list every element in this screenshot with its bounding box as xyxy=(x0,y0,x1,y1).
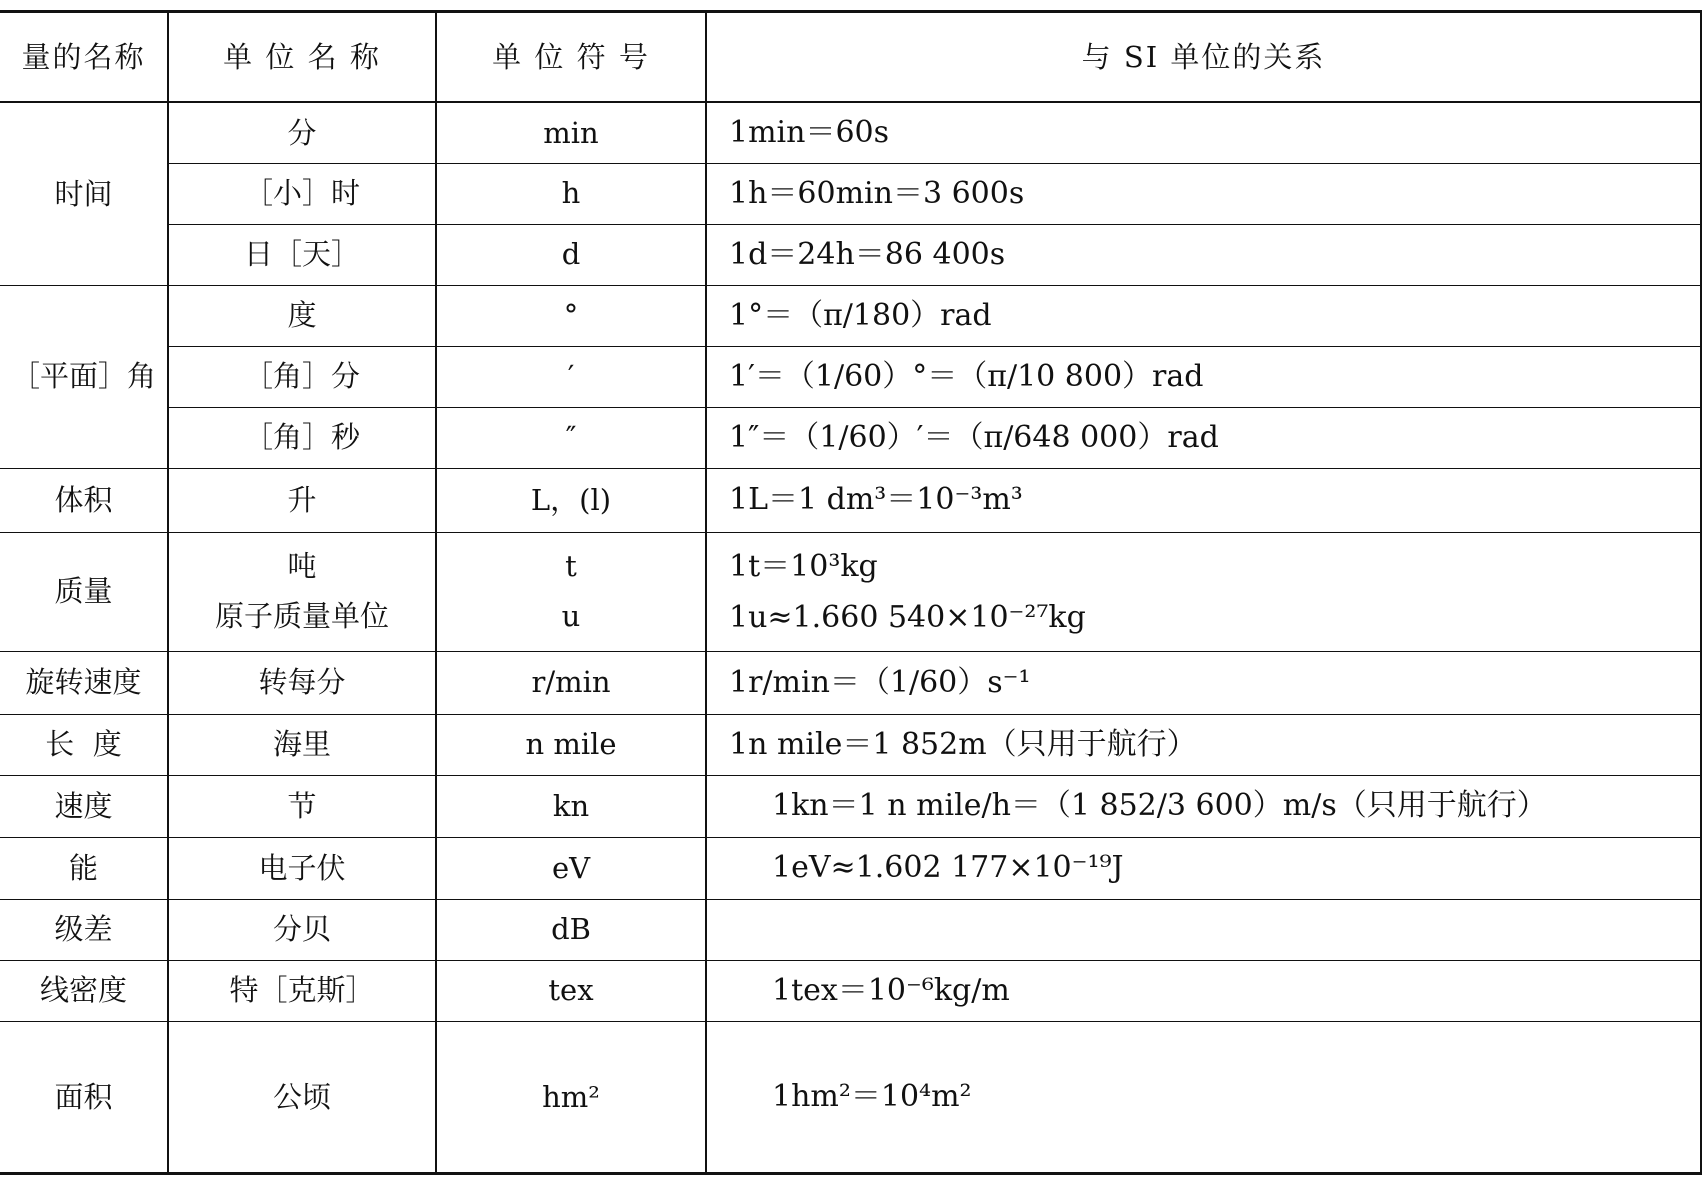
relation-cell xyxy=(706,532,1700,651)
table-row xyxy=(0,775,1700,837)
unit-symbol-cell: dB xyxy=(436,899,706,960)
relation-line: 1t＝10³kg xyxy=(729,548,878,584)
relation-line: 1u≈1.660 540×10⁻²⁷kg xyxy=(729,599,1086,635)
unit-name-cell: ［小］时 xyxy=(168,163,436,224)
quantity-cell-length: 长 度 xyxy=(0,714,168,775)
relation-cell: 1min＝60s xyxy=(706,102,1700,163)
unit-symbol-cell: r/min xyxy=(436,651,706,714)
quantity-cell-linear-density: 线密度 xyxy=(0,960,168,1021)
unit-symbol-cell: ″ xyxy=(436,407,706,468)
header-row xyxy=(0,13,1700,102)
table-row xyxy=(0,102,1700,163)
relation-cell: 1′＝（1/60）°＝（π/10 800）rad xyxy=(706,346,1700,407)
table-row xyxy=(0,960,1700,1021)
quantity-cell-area: 面积 xyxy=(0,1021,168,1172)
header-quantity: 量的名称 xyxy=(0,13,168,102)
relation-cell: 1L＝1 dm³＝10⁻³m³ xyxy=(706,468,1700,532)
relation-cell: 1n mile＝1 852m（只用于航行） xyxy=(706,714,1700,775)
unit-name-cell: 节 xyxy=(168,775,436,837)
unit-name-cell: 升 xyxy=(168,468,436,532)
unit-name-cell: 电子伏 xyxy=(168,837,436,899)
table-row xyxy=(0,837,1700,899)
quantity-cell-speed: 速度 xyxy=(0,775,168,837)
unit-symbol-cell: kn xyxy=(436,775,706,837)
quantity-cell-mass: 质量 xyxy=(0,532,168,651)
unit-name-cell: 日［天］ xyxy=(168,224,436,285)
unit-name-cell: ［角］分 xyxy=(168,346,436,407)
relation-cell: 1kn＝1 n mile/h＝（1 852/3 600）m/s（只用于航行） xyxy=(706,775,1700,837)
unit-name-cell: 分贝 xyxy=(168,899,436,960)
unit-name-line: 吨 xyxy=(287,549,317,584)
unit-symbol-cell: ′ xyxy=(436,346,706,407)
unit-symbol-line: u xyxy=(561,598,581,633)
unit-name-cell: 度 xyxy=(168,285,436,346)
quantity-cell-rotation: 旋转速度 xyxy=(0,651,168,714)
relation-cell: 1°＝（π/180）rad xyxy=(706,285,1700,346)
quantity-cell-plane-angle: ［平面］角 xyxy=(0,285,168,468)
relation-cell: 1″＝（1/60）′＝（π/648 000）rad xyxy=(706,407,1700,468)
quantity-cell-energy: 能 xyxy=(0,837,168,899)
relation-cell: 1r/min＝（1/60）s⁻¹ xyxy=(706,651,1700,714)
unit-symbol-cell: h xyxy=(436,163,706,224)
unit-name-cell xyxy=(168,532,436,651)
quantity-cell-level-difference: 级差 xyxy=(0,899,168,960)
unit-name-cell: 公顷 xyxy=(168,1021,436,1172)
table-row xyxy=(0,224,1700,285)
unit-symbol-cell: ° xyxy=(436,285,706,346)
relation-cell: 1h＝60min＝3 600s xyxy=(706,163,1700,224)
units-table-frame xyxy=(0,10,1702,1175)
unit-symbol-cell xyxy=(436,532,706,651)
table-row xyxy=(0,899,1700,960)
unit-symbol-cell: hm² xyxy=(436,1021,706,1172)
unit-symbol-cell: n mile xyxy=(436,714,706,775)
unit-symbol-cell: d xyxy=(436,224,706,285)
relation-cell xyxy=(706,899,1700,960)
table-row xyxy=(0,285,1700,346)
relation-cell: 1eV≈1.602 177×10⁻¹⁹J xyxy=(706,837,1700,899)
table-row xyxy=(0,1021,1700,1172)
units-table xyxy=(0,13,1700,1172)
table-row xyxy=(0,346,1700,407)
header-unit-symbol: 单 位 符 号 xyxy=(436,13,706,102)
unit-name-cell: 分 xyxy=(168,102,436,163)
table-row xyxy=(0,163,1700,224)
unit-symbol-cell: eV xyxy=(436,837,706,899)
unit-name-cell: 转每分 xyxy=(168,651,436,714)
quantity-cell-time: 时间 xyxy=(0,102,168,285)
unit-symbol-cell: L，(l) xyxy=(436,468,706,532)
unit-symbol-cell: min xyxy=(436,102,706,163)
unit-name-cell: 海里 xyxy=(168,714,436,775)
relation-cell: 1d＝24h＝86 400s xyxy=(706,224,1700,285)
unit-name-line: 原子质量单位 xyxy=(214,598,389,633)
unit-symbol-line: t xyxy=(565,549,577,584)
table-row xyxy=(0,532,1700,651)
header-unit-name: 单 位 名 称 xyxy=(168,13,436,102)
relation-cell: 1tex＝10⁻⁶kg/m xyxy=(706,960,1700,1021)
header-relation: 与 SI 单位的关系 xyxy=(706,13,1700,102)
table-row xyxy=(0,407,1700,468)
quantity-cell-volume: 体积 xyxy=(0,468,168,532)
table-row xyxy=(0,651,1700,714)
unit-symbol-cell: tex xyxy=(436,960,706,1021)
unit-name-cell: ［角］秒 xyxy=(168,407,436,468)
table-row xyxy=(0,468,1700,532)
table-row xyxy=(0,714,1700,775)
relation-cell: 1hm²＝10⁴m² xyxy=(772,1079,972,1114)
unit-name-cell: 特［克斯］ xyxy=(168,960,436,1021)
